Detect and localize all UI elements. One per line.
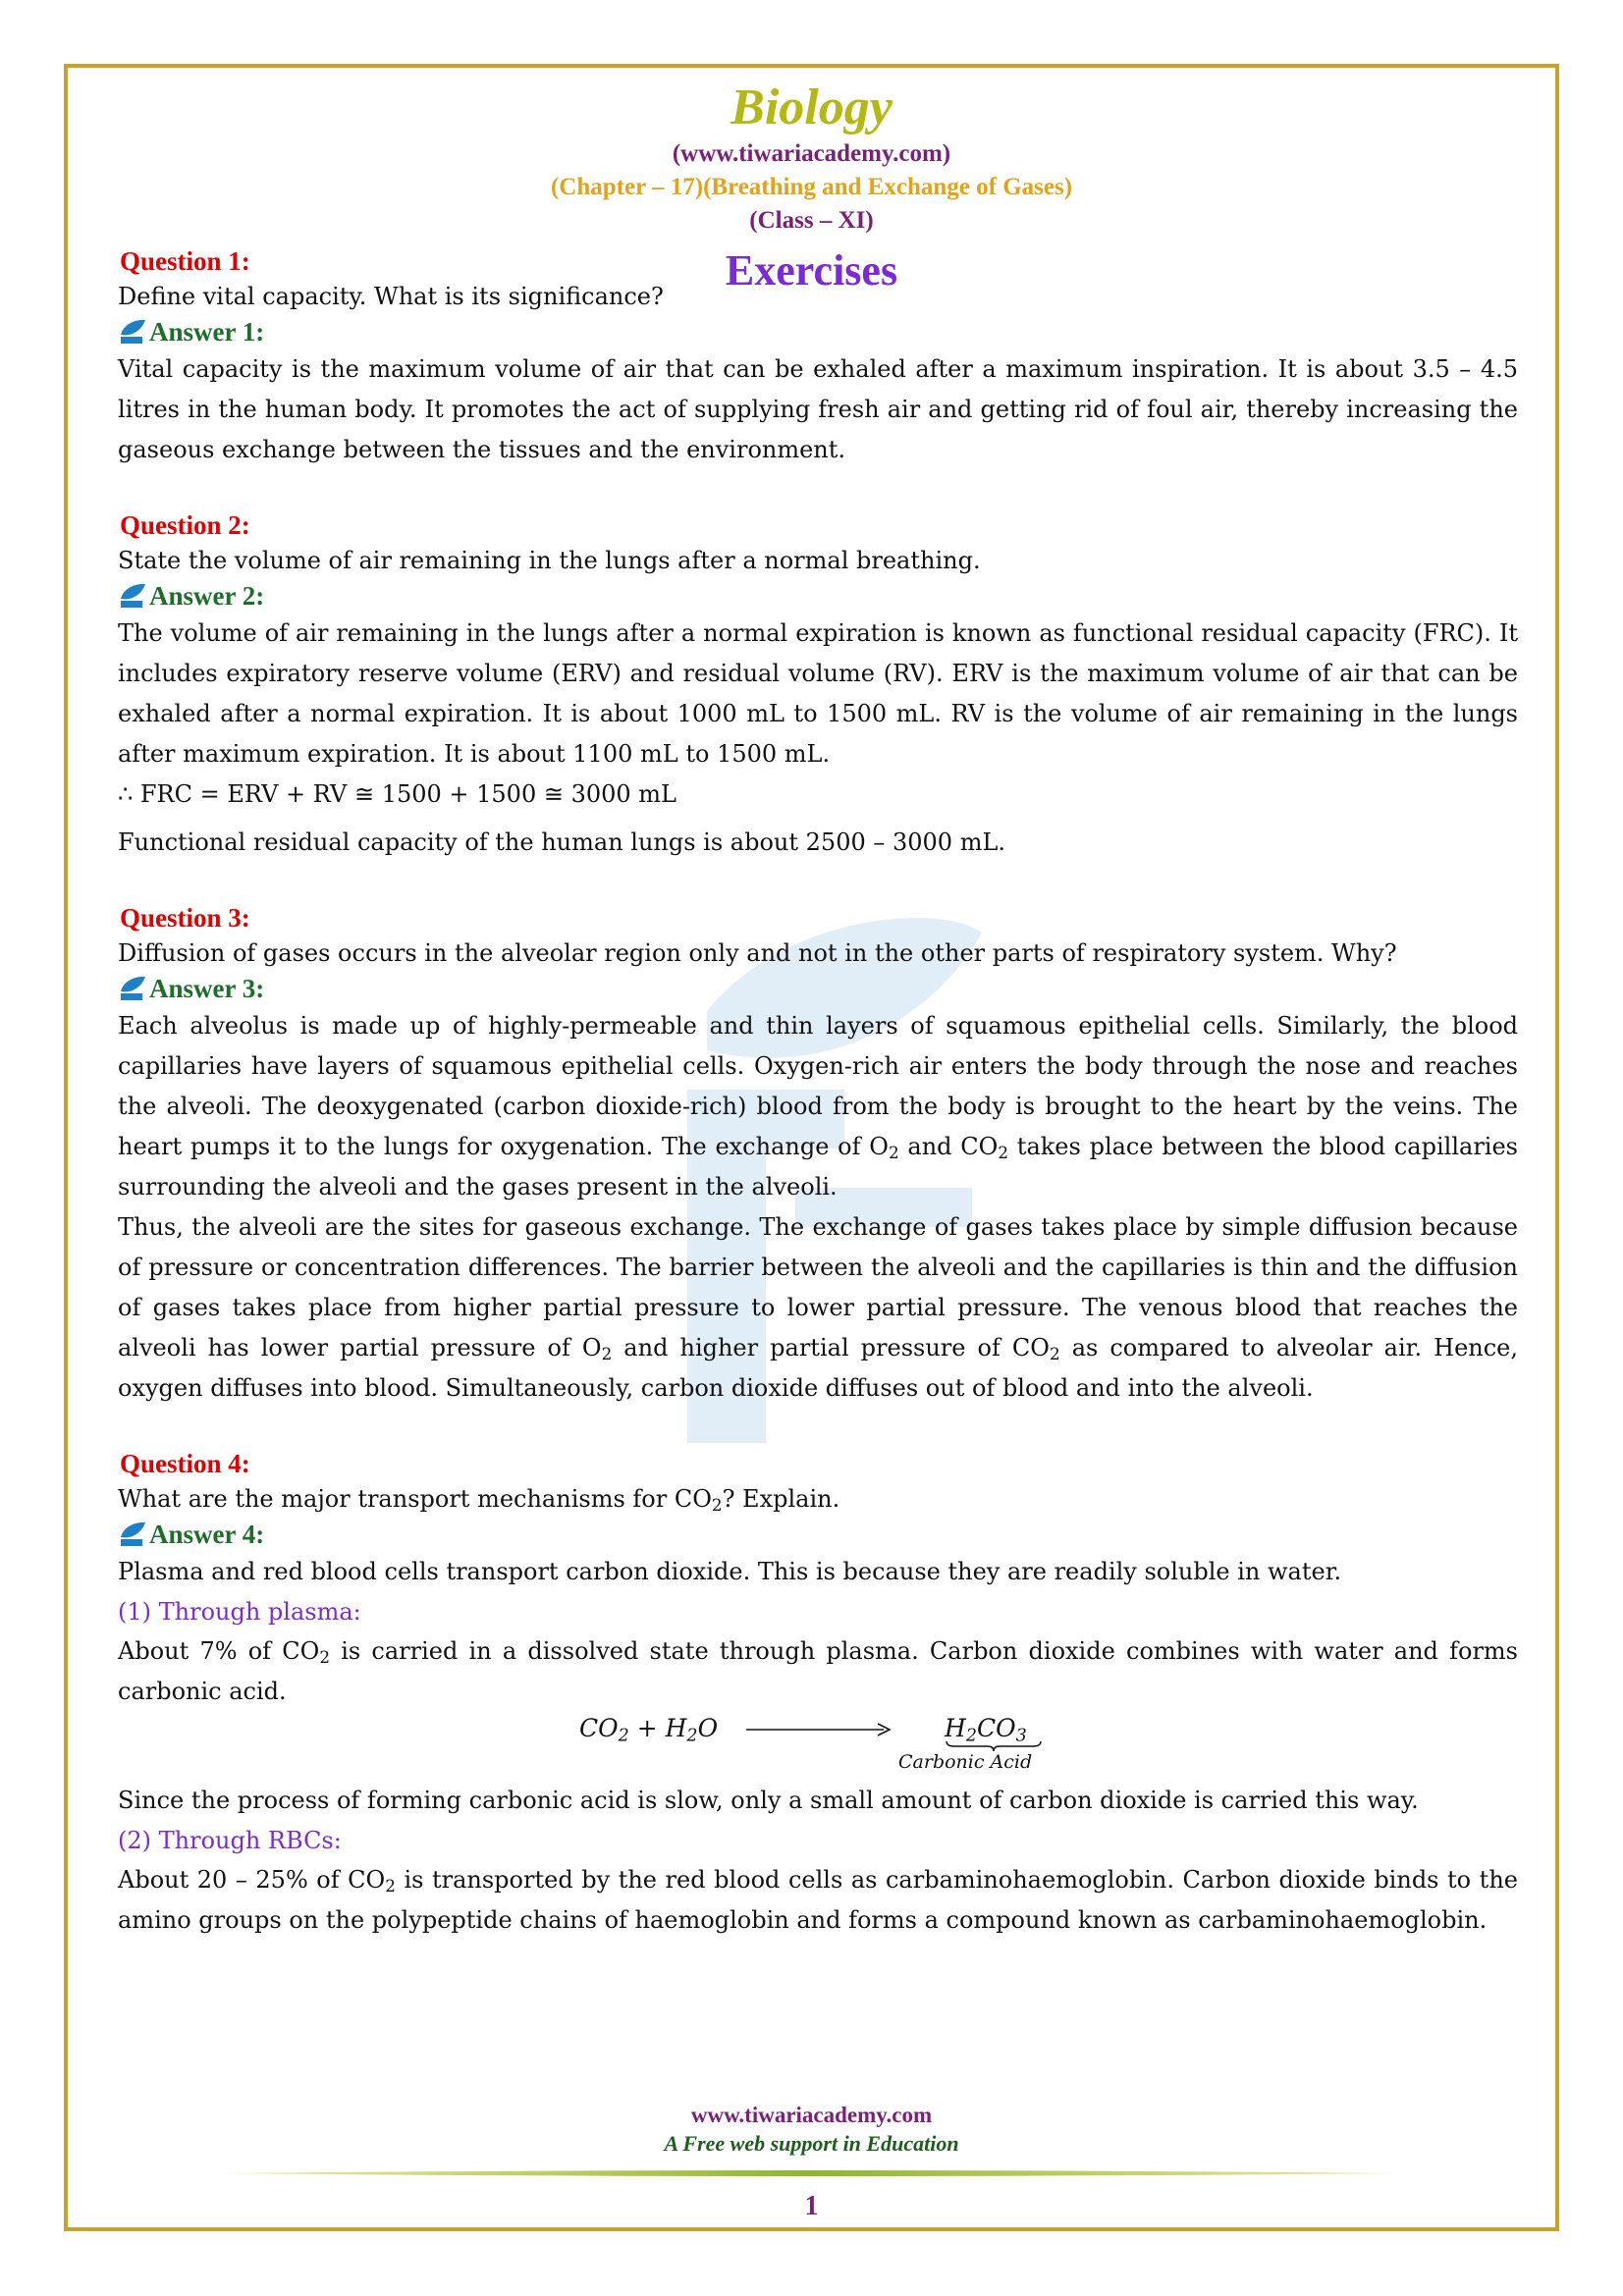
footer-url[interactable]: www.tiwariacademy.com (690, 2103, 933, 2127)
tiwari-logo-icon (118, 581, 147, 611)
question-text: State the volume of air remaining in the lungs after a normal breathing. (118, 547, 981, 574)
question-label: Question 2: (120, 510, 250, 540)
subject-title: Biology (730, 80, 893, 135)
question-label: Question 3: (120, 903, 250, 933)
answer-label: Answer 4: (149, 1520, 265, 1549)
carbonic-acid-equation (118, 1714, 1518, 1775)
frc-formula: ∴ FRC = ERV + RV ≅ 1500 + 1500 ≅ 3000 mL (118, 780, 676, 808)
footer-tagline: A Free web support in Education (664, 2131, 959, 2156)
tiwari-logo-icon (118, 1520, 147, 1549)
answer-paragraph-2: Thus, the alveoli are the sites for gaseous exchange. The exchange of gases takes place by simple diffusion because of pressure or concentration differences. The barrier between the alveoli and the capillaries is thin and the diffusion of gases takes place from higher partial pressure to lower partial pressure. The venous blood that reaches the alveoli has lower partial pressure of $O_2$ and higher partial pressure of $CO_2$ as compared to alveolar air. Hence, oxygen diffuses into blood. Simultaneously, carbon dioxide diffuses out of blood and into the alveoli. (118, 1213, 1518, 1402)
question-text: What are the major transport mechanisms for $CO_2$? Explain. (118, 1485, 840, 1516)
answer-text: The volume of air remaining in the lungs after a normal expiration is known as functional residual capacity (FRC). It includes expiratory reserve volume (ERV) and residual volume (RV). ERV is the maximum volume of air that can be exhaled after a normal expiration. It is about 1000 mL to 1500 mL. RV is the volume of air remaining in the lungs after maximum expiration. It is about 1100 mL to 1500 mL. (118, 619, 1518, 768)
class-label: (Class – XI) (749, 207, 874, 234)
plasma-conclusion: Since the process of forming carbonic acid is slow, only a small amount of carbon dioxide is carried this way. (118, 1787, 1419, 1814)
tiwari-logo-icon (118, 974, 147, 1003)
question-label: Question 4: (120, 1449, 250, 1478)
plasma-text: About 7% of $CO_2$ is carried in a dissolved state through plasma. Carbon dioxide combines with water and forms carbonic acid. (118, 1637, 1518, 1705)
footer-divider (223, 2169, 1401, 2177)
exercise-content (118, 243, 1518, 1978)
answer-paragraph-1: Each alveolus is made up of highly-permeable and thin layers of squamous epithelial cells. Similarly, the blood capillaries have layers of squamous epithelial cells. Oxygen-rich air enters the body through the nose and reaches the alveoli. The deoxygenated (carbon dioxide-rich) blood from the body is brought to the heart by the veins. The heart pumps it to the lungs for oxygenation. The exchange of $O_2$ and $CO_2$ takes place between the blood capillaries surrounding the alveoli and the gases present in the alveoli. (118, 1012, 1518, 1201)
reaction-arrow-icon (746, 1718, 893, 1741)
question-block-4 (118, 1446, 1518, 1941)
question-text: Diffusion of gases occurs in the alveolar region only and not in the other parts of respiratory system. Why? (118, 939, 1397, 967)
answer-heading (118, 1517, 1518, 1552)
page-number: 1 (804, 2191, 819, 2221)
answer-label: Answer 3: (149, 974, 265, 1003)
equation-product-label: Carbonic Acid (898, 1751, 1033, 1773)
section-title: Exercises (725, 246, 898, 294)
answer-heading (118, 578, 1518, 614)
subheading-rbcs: (2) Through RBCs: (118, 1827, 342, 1854)
tiwari-logo-icon (118, 317, 147, 347)
answer-heading (118, 314, 1518, 349)
answer-conclusion: Functional residual capacity of the human lungs is about 2500 – 3000 mL. (118, 828, 1006, 856)
subheading-plasma: (1) Through plasma: (118, 1598, 361, 1626)
rbc-text: About 20 – 25% of $CO_2$ is transported by the red blood cells as carbaminohaemoglobin. Carbon dioxide binds to the amino groups on the polypeptide chains of haemoglobin and forms a compound known as carbaminohaemoglobin. (118, 1866, 1518, 1934)
chapter-title: (Chapter – 17)(Breathing and Exchange of Gases) (550, 174, 1073, 200)
document-footer (0, 2101, 1623, 2226)
answer-label: Answer 2: (149, 581, 265, 611)
equation-reactants: $CO_2 + H_2O$ (579, 1714, 719, 1746)
question-block-3 (118, 900, 1518, 1409)
site-url[interactable]: (www.tiwariacademy.com) (672, 140, 951, 167)
answer-intro: Plasma and red blood cells transport carbon dioxide. This is because they are readily soluble in water. (118, 1558, 1342, 1585)
answer-heading (118, 971, 1518, 1006)
question-text: Define vital capacity. What is its significance? (118, 283, 664, 310)
answer-label: Answer 1: (149, 317, 265, 347)
question-label: Question 1: (120, 246, 250, 276)
question-block-1 (118, 243, 1518, 470)
equation-product: $H_2CO_3$ (945, 1714, 1027, 1746)
question-block-2 (118, 507, 1518, 863)
answer-text: Vital capacity is the maximum volume of air that can be exhaled after a maximum inspiration. It is about 3.5 – 4.5 litres in the human body. It promotes the act of supplying fresh air and getting rid of foul air, thereby increasing the gaseous exchange between the tissues and the environment. (118, 355, 1518, 463)
